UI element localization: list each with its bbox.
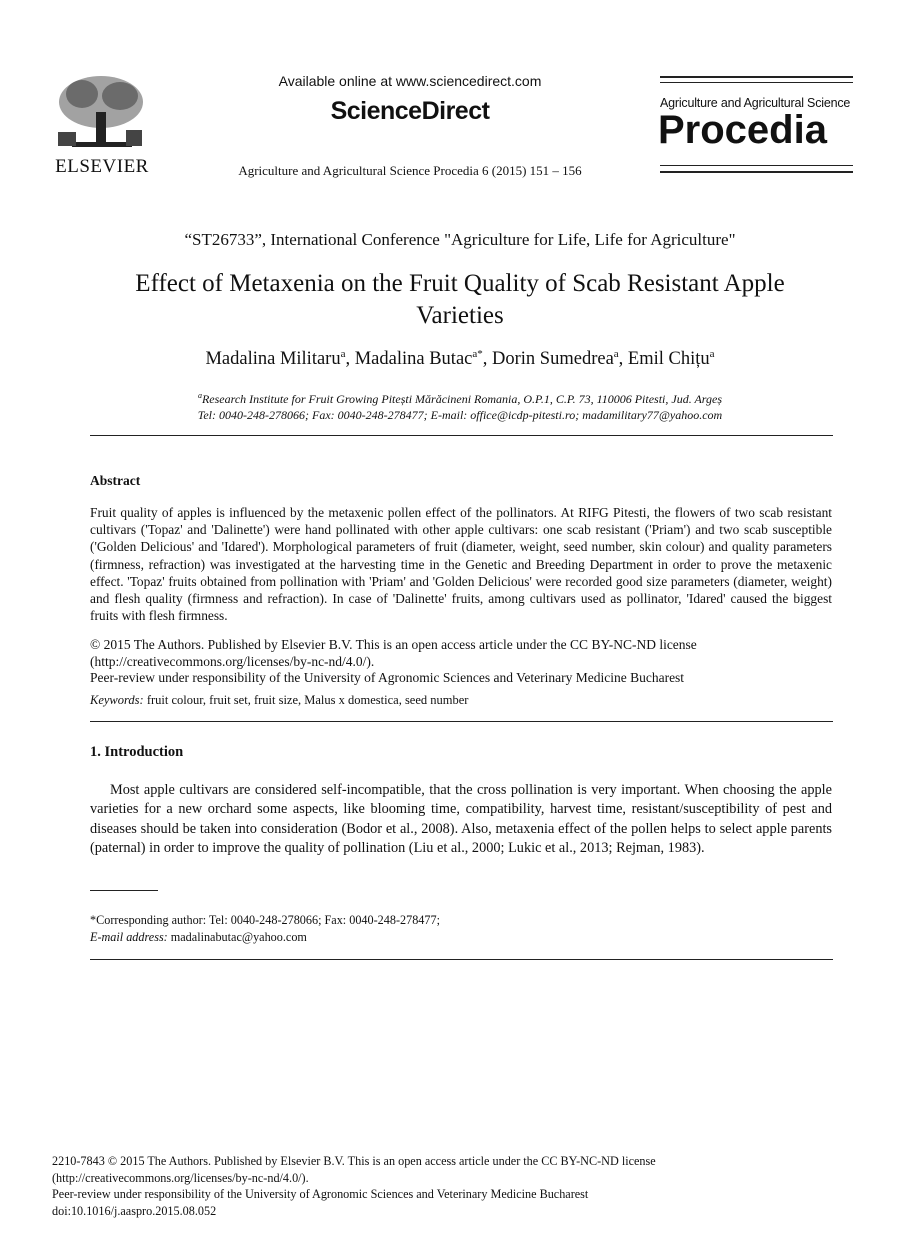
header-divider <box>90 435 833 436</box>
author: Madalina Militaru$^a$, <box>205 348 355 370</box>
corresponding-author: *Corresponding author: Tel: 0040-248-278066; Fax: 0040-248-278477; <box>90 913 440 927</box>
journal-reference: Agriculture and Agricultural Science Procedia 6 (2015) 151 – 156 <box>238 163 582 178</box>
journal-subtitle: Agriculture and Agricultural Science <box>660 96 851 110</box>
doi[interactable]: doi:10.1016/j.aaspro.2015.08.052 <box>52 1203 217 1218</box>
email-address[interactable]: madalinabutac@yahoo.com <box>170 929 307 944</box>
abstract-heading: Abstract <box>90 473 141 488</box>
keywords <box>90 693 832 708</box>
procedia-rule-1 <box>660 76 853 78</box>
author: Dorin Sumedrea$^a$, <box>492 348 628 370</box>
sciencedirect-logo: ScienceDirect <box>330 97 490 125</box>
introduction-text: Most apple cultivars are considered self-incompatible, that the cross pollination is very important. When choosing the apple varieties for a new orchard some aspects, like blooming time, compatibility, harvest time, resistant/susceptibility of pest and diseases should be taken into consideration (Bodor et al., 2008). Also, metaxenia effect of the pollen helps to select apple parents (paternal) in order to improve the quality of pollination (Liu et al., 2000; Lukic et al., 2013; Rejman, 1983). <box>90 782 832 857</box>
procedia-rule-2 <box>660 82 853 83</box>
available-online-text[interactable]: Available online at www.sciencedirect.com <box>278 73 542 89</box>
license-link[interactable]: (http://creativecommons.org/licenses/by-nc-nd/4.0/). <box>90 653 375 669</box>
footnote <box>90 912 832 945</box>
bottom-peer-review: Peer-review under responsibility of the University of Agronomic Sciences and Veterinary Medicine Bucharest <box>52 1187 589 1201</box>
affiliation <box>90 388 830 423</box>
journal-title: Procedia <box>658 108 827 152</box>
elsevier-tree-logo <box>52 72 150 154</box>
bottom-license-block <box>52 1153 852 1219</box>
issn-license: 2210-7843 © 2015 The Authors. Published by Elsevier B.V. This is an open access article under the CC BY-NC-ND license <box>52 1154 656 1168</box>
keywords-label: Keywords: <box>90 693 144 707</box>
publisher-name: ELSEVIER <box>55 156 149 177</box>
footnote-divider <box>90 959 833 960</box>
abstract-text: Fruit quality of apples is influenced by the metaxenic pollen effect of the pollinators. At RIFG Pitesti, the flowers of two scab resistant cultivars ('Topaz' and 'Dalinette') were hand pollinated with other apple cultivars: one scab resistant ('Priam') and two scab susceptible ('Golden Delicious' and 'Idared'). Morphological parameters of fruit (diameter, weight, seed number, skin colour) and quality parameters (firmness, refraction) was investigated at the harvesting time in the Genetic and Breeding Department in order to prove the metaxenic effect. 'Topaz' fruits obtained from pollination with 'Priam' and 'Golden Delicious' were recorded good size parameters (diameter, weight) and flesh quality (firmness and refraction). In case of 'Dalinette' fruits, among cultivars used as pollinator, 'Idared' caused the biggest fruits with flesh firmness. <box>90 505 832 624</box>
section-heading-introduction: 1. Introduction <box>90 744 184 760</box>
affiliation-contact: Tel: 0040-248-278066; Fax: 0040-248-278477; E-mail: office@icdp-pitesti.ro; madamilitary77@yahoo.com <box>197 408 723 422</box>
author: Madalina Butac$^{a*}$, <box>354 348 493 370</box>
author-list <box>90 348 830 370</box>
affiliation-address: $^a$Research Institute for Fruit Growing Pitești Mărăcineni Romania, O.P.1, C.P. 73, 110006 Pitesti, Jud. Argeș <box>197 391 723 406</box>
paper-title: Effect of Metaxenia on the Fruit Quality of Scab Resistant Apple Varieties <box>135 270 785 329</box>
license-text: © 2015 The Authors. Published by Elsevier B.V. This is an open access article under the CC BY-NC-ND license <box>90 637 697 652</box>
procedia-rule-3 <box>660 165 853 166</box>
conference-name: “ST26733”, International Conference "Agriculture for Life, Life for Agriculture" <box>184 230 736 249</box>
abstract-divider <box>90 721 833 722</box>
license-block <box>90 637 832 687</box>
email-line: E-mail address: madalinabutac@yahoo.com <box>90 929 307 944</box>
author: Emil Chițu$^a$ <box>627 348 715 370</box>
footnote-rule <box>90 890 158 891</box>
peer-review-text: Peer-review under responsibility of the University of Agronomic Sciences and Veterinary Medicine Bucharest <box>90 670 685 685</box>
bottom-license-link[interactable]: (http://creativecommons.org/licenses/by-nc-nd/4.0/). <box>52 1170 309 1185</box>
procedia-rule-4 <box>660 171 853 173</box>
keywords-list: fruit colour, fruit set, fruit size, Malus x domestica, seed number <box>146 693 469 707</box>
